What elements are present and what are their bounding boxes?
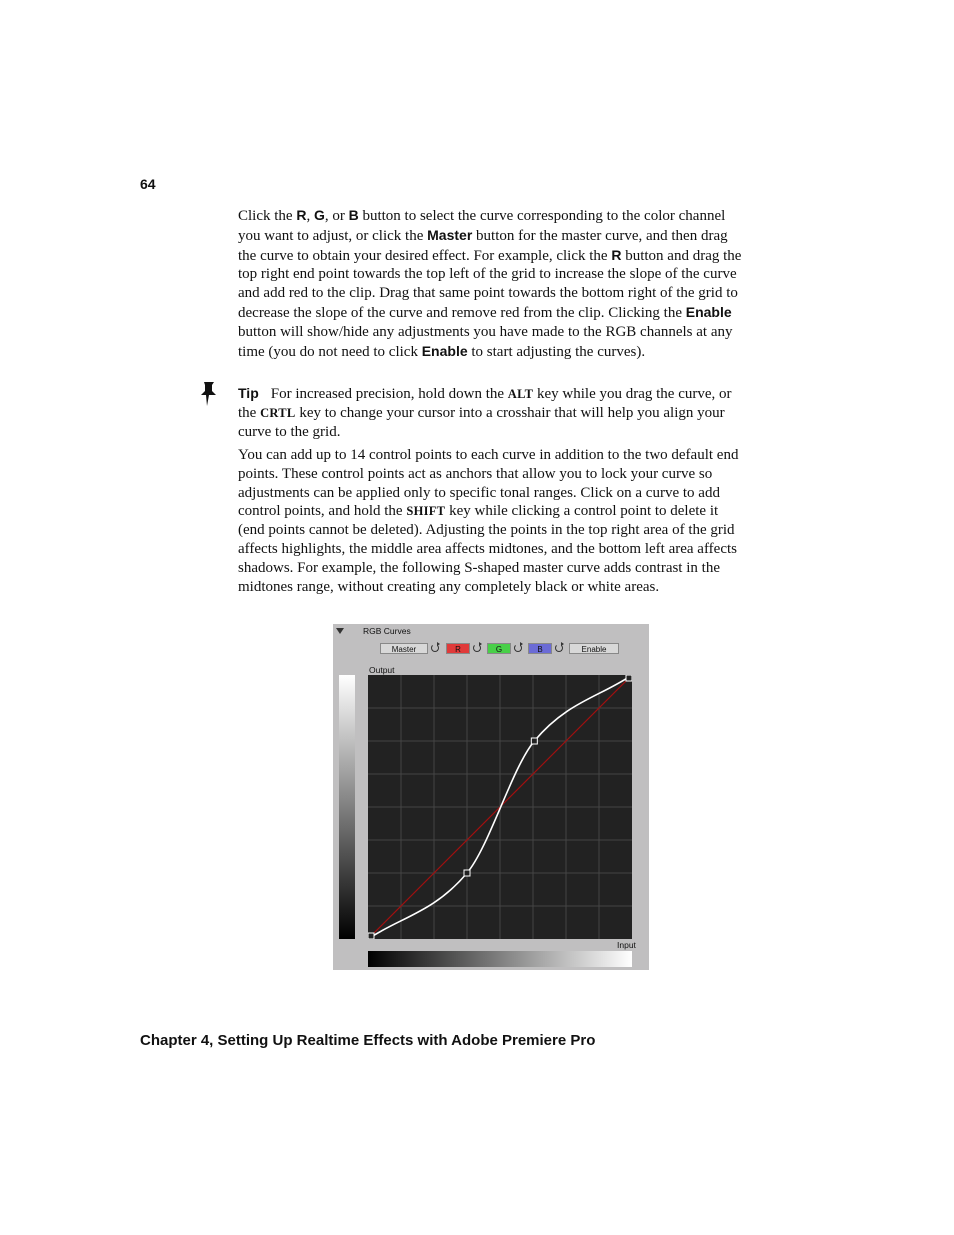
panel-title: RGB Curves — [363, 626, 411, 636]
enable-button[interactable]: Enable — [569, 643, 619, 654]
paragraph-rgb-buttons: Click the R, G, or B button to select the curve corresponding to the color channel you want to adjust, or click the Master button for the master curve, and then drag the curve to obtain your desired effect. For example, click the R button and drag the top right end point towards the top left of the grid to increase the slope of the curve and add red to the clip. Drag that same point towards the bottom right of the grid to decrease the slope of the curve and remove red from the clip. Clicking the Enable button will show/hide any adjustments you have made to the RGB channels at any time (you do not need to click Enable to start adjusting the curves). — [238, 207, 742, 360]
panel-header[interactable] — [333, 624, 649, 638]
input-axis-label: Input — [617, 940, 636, 950]
chapter-footer: Chapter 4, Setting Up Realtime Effects with Adobe Premiere Pro — [140, 1032, 596, 1049]
rgb-curves-panel — [333, 624, 649, 970]
master-button[interactable]: Master — [380, 643, 428, 654]
tip-label: Tip — [238, 385, 259, 401]
master-reset-icon[interactable] — [431, 644, 439, 652]
green-reset-icon[interactable] — [514, 644, 522, 652]
input-gradient-bar — [368, 951, 632, 967]
page-number: 64 — [140, 176, 156, 192]
curve-control-point[interactable] — [464, 870, 470, 876]
blue-channel-button[interactable]: B — [528, 643, 552, 654]
curve-control-point[interactable] — [626, 675, 632, 681]
output-gradient-bar — [339, 675, 355, 939]
curve-control-point[interactable] — [368, 933, 374, 939]
red-reset-icon[interactable] — [473, 644, 481, 652]
curve-grid[interactable] — [368, 675, 632, 939]
green-channel-button[interactable]: G — [487, 643, 511, 654]
paragraph-control-points: You can add up to 14 control points to each curve in addition to the two default end points. These control points act as anchors that allow you to lock your curve so adjustments can be applied only to specific tonal ranges. Click on a curve to add control points, and hold the SHIFT key while clicking a control point to delete it (end points cannot be deleted). Adjusting the points in the top right area of the grid affects highlights, the middle area affects midtones, and the bottom left area affects shadows. For example, the following S-shaped master curve adds contrast in the midtones range, without creating any completely black or white areas. — [238, 447, 739, 595]
collapse-triangle-icon[interactable] — [336, 628, 344, 634]
blue-reset-icon[interactable] — [555, 644, 563, 652]
curve-control-point[interactable] — [531, 738, 537, 744]
pushpin-icon — [198, 380, 222, 408]
red-channel-button[interactable]: R — [446, 643, 470, 654]
output-axis-label: Output — [369, 665, 395, 675]
tip-paragraph: Tip For increased precision, hold down the ALT key while you drag the curve, or the CRTL key to change your cursor into a crosshair that will help you align your curve to the grid. — [238, 385, 732, 440]
